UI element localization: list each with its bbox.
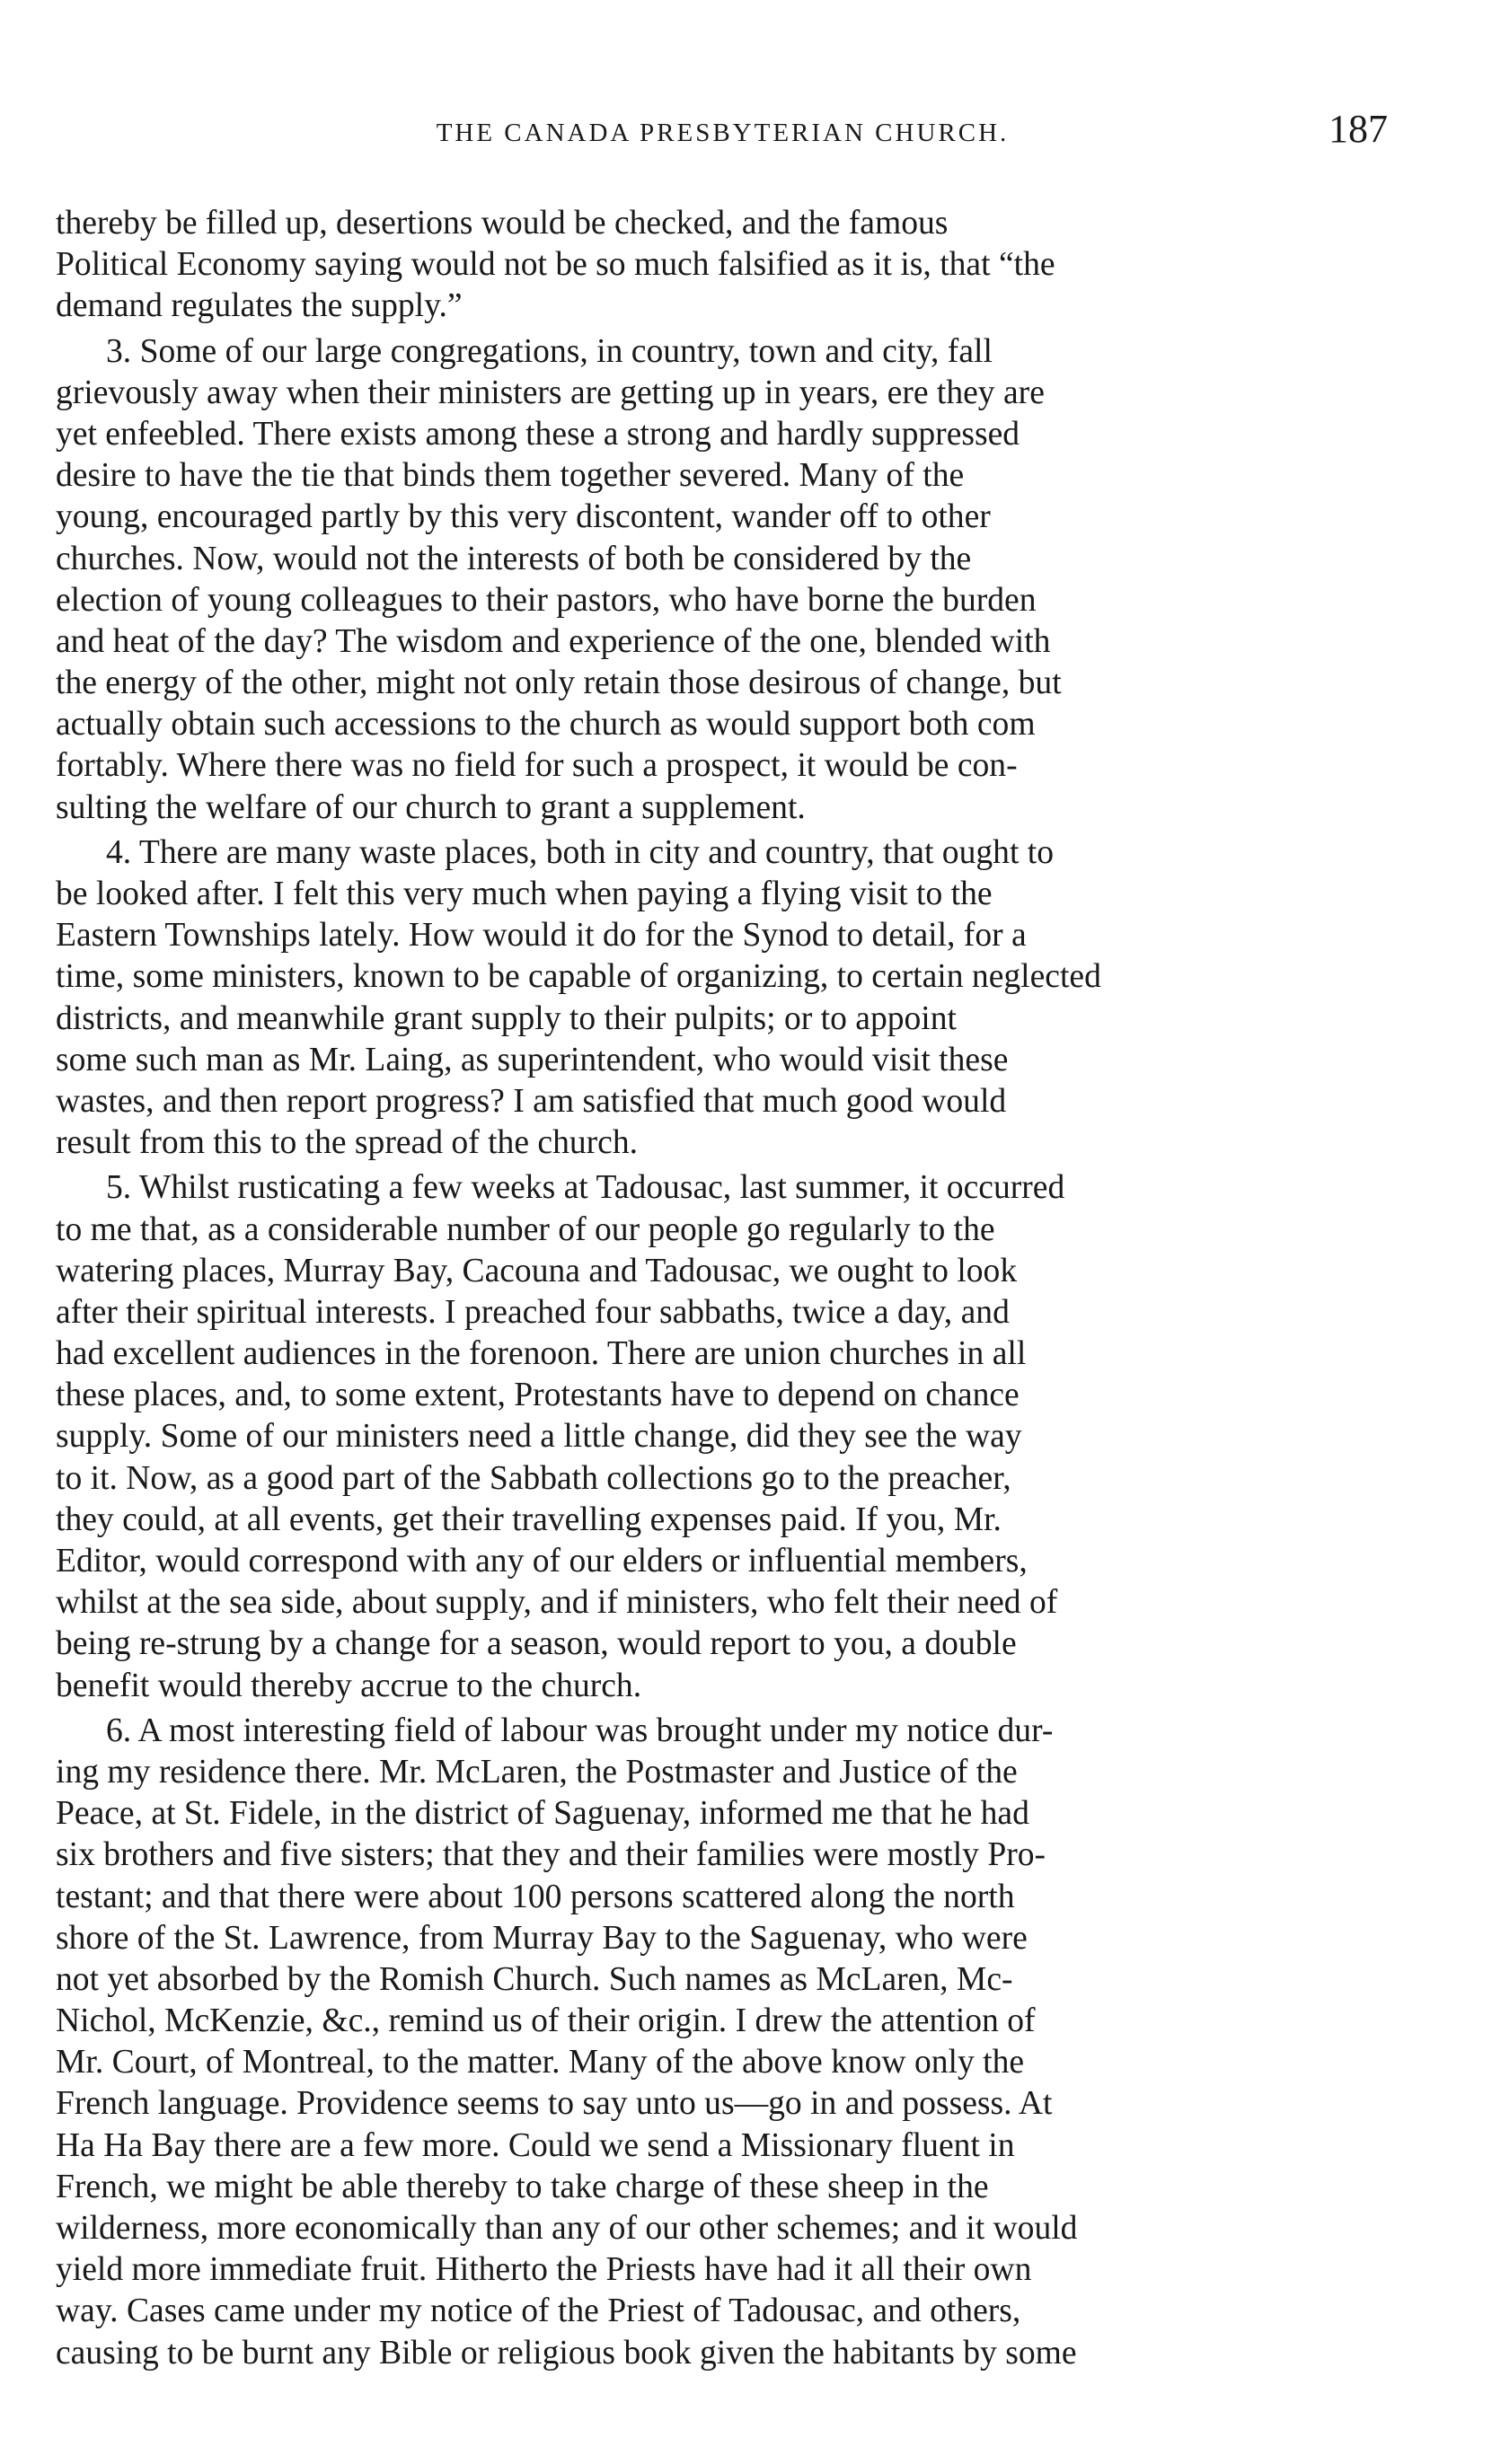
text-line: districts, and meanwhile grant supply to their pulpits; or to appoint <box>56 999 957 1037</box>
text-line: fortably. Where there was no field for such a prospect, it would be con- <box>56 747 1018 785</box>
text-line: result from this to the spread of the church. <box>56 1124 639 1162</box>
text-line: causing to be burnt any Bible or religious book given the habitants by some <box>56 2334 1077 2372</box>
text-line: and heat of the day? The wisdom and experience of the one, blended with <box>56 622 1051 660</box>
text-line: grievously away when their ministers are getting up in years, ere they are <box>56 374 1045 411</box>
text-line: ing my residence there. Mr. McLaren, the Postmaster and Justice of the <box>56 1753 1018 1791</box>
paragraph-6-start: 6. A most interesting field of labour was brought under my notice dur- <box>106 1712 1054 1749</box>
text-line: being re-strung by a change for a season, would report to you, a double <box>56 1625 1017 1663</box>
text-line: Political Economy saying would not be so much falsified as it is, that “the <box>56 246 1055 284</box>
text-line: be looked after. I felt this very much when paying a flying visit to the <box>56 876 993 912</box>
text-line: Editor, would correspond with any of our elders or influential members, <box>56 1543 1028 1580</box>
text-line: supply. Some of our ministers need a little change, did they see the way <box>56 1418 1022 1456</box>
text-line: benefit would thereby accrue to the church. <box>56 1667 642 1704</box>
text-line: after their spiritual interests. I preached four sabbaths, twice a day, and <box>56 1293 1010 1331</box>
text-line: these places, and, to some extent, Protestants have to depend on chance <box>56 1377 1020 1414</box>
text-line: they could, at all events, get their travelling expenses paid. If you, Mr. <box>56 1500 1002 1538</box>
text-line: Ha Ha Bay there are a few more. Could we send a Missionary fluent in <box>56 2126 1015 2164</box>
text-line: churches. Now, would not the interests of both be considered by the <box>56 540 972 577</box>
text-line: testant; and that there were about 100 persons scattered along the north <box>56 1878 1015 1915</box>
text-line: desire to have the tie that binds them together severed. Many of the <box>56 457 965 495</box>
text-line: election of young colleagues to their pastors, who have borne the burden <box>56 581 1037 619</box>
text-line: had excellent audiences in the forenoon. There are union churches in all <box>56 1335 1027 1373</box>
text-line: wilderness, more economically than any of our other schemes; and it would <box>56 2210 1078 2247</box>
text-line: time, some ministers, known to be capable of organizing, to certain neglected <box>56 958 1101 996</box>
text-line: not yet absorbed by the Romish Church. Such names as McLaren, Mc- <box>56 1960 1013 1998</box>
text-line: way. Cases came under my notice of the Priest of Tadousac, and others, <box>56 2292 1021 2330</box>
text-line: the energy of the other, might not only retain those desirous of change, but <box>56 664 1062 702</box>
text-line: wastes, and then report progress? I am satisfied that much good would <box>56 1082 1007 1120</box>
running-header <box>56 106 1390 160</box>
text-line: young, encouraged partly by this very discontent, wander off to other <box>56 498 991 536</box>
text-line: to me that, as a considerable number of our people go regularly to the <box>56 1210 995 1248</box>
paragraph-3-start: 3. Some of our large congregations, in country, town and city, fall <box>106 332 993 370</box>
text-line: watering places, Murray Bay, Cacouna and Tadousac, we ought to look <box>56 1252 1018 1289</box>
text-line: French, we might be able thereby to take charge of these sheep in the <box>56 2168 989 2205</box>
text-line: Peace, at St. Fidele, in the district of Saguenay, informed me that he had <box>56 1795 1029 1833</box>
text-line: Eastern Townships lately. How would it do for the Synod to detail, for a <box>56 917 1027 955</box>
text-line: some such man as Mr. Laing, as superintendent, who would visit these <box>56 1041 1009 1078</box>
text-line: French language. Providence seems to say unto us—go in and possess. At <box>56 2085 1053 2123</box>
body-text <box>56 203 1390 2374</box>
text-line: six brothers and five sisters; that they and their families were mostly Pro- <box>56 1836 1046 1874</box>
page-number: 187 <box>1329 107 1388 151</box>
text-line: demand regulates the supply.” <box>56 287 463 325</box>
paragraph-4-start: 4. There are many waste places, both in city and country, that ought to <box>106 833 1055 871</box>
text-line: shore of the St. Lawrence, from Murray Bay to the Saguenay, who were <box>56 1919 1028 1957</box>
running-title: THE CANADA PRESBYTERIAN CHURCH. <box>436 119 1010 147</box>
text-line: actually obtain such accessions to the church as would support both com <box>56 706 1036 744</box>
text-line: thereby be filled up, desertions would be checked, and the famous <box>56 205 949 242</box>
text-line: Mr. Court, of Montreal, to the matter. Many of the above know only the <box>56 2044 1025 2081</box>
text-line: Nichol, McKenzie, &c., remind us of their origin. I drew the attention of <box>56 2002 1036 2040</box>
text-line: whilst at the sea side, about supply, and if ministers, who felt their need of <box>56 1584 1058 1622</box>
text-line: sulting the welfare of our church to grant a supplement. <box>56 788 806 826</box>
text-line: yield more immediate fruit. Hitherto the Priests have had it all their own <box>56 2251 1032 2289</box>
text-line: to it. Now, as a good part of the Sabbath collections go to the preacher, <box>56 1459 1011 1497</box>
paragraph-5-start: 5. Whilst rusticating a few weeks at Tadousac, last summer, it occurred <box>106 1169 1065 1207</box>
text-line: yet enfeebled. There exists among these a strong and hardly suppressed <box>56 415 1020 453</box>
